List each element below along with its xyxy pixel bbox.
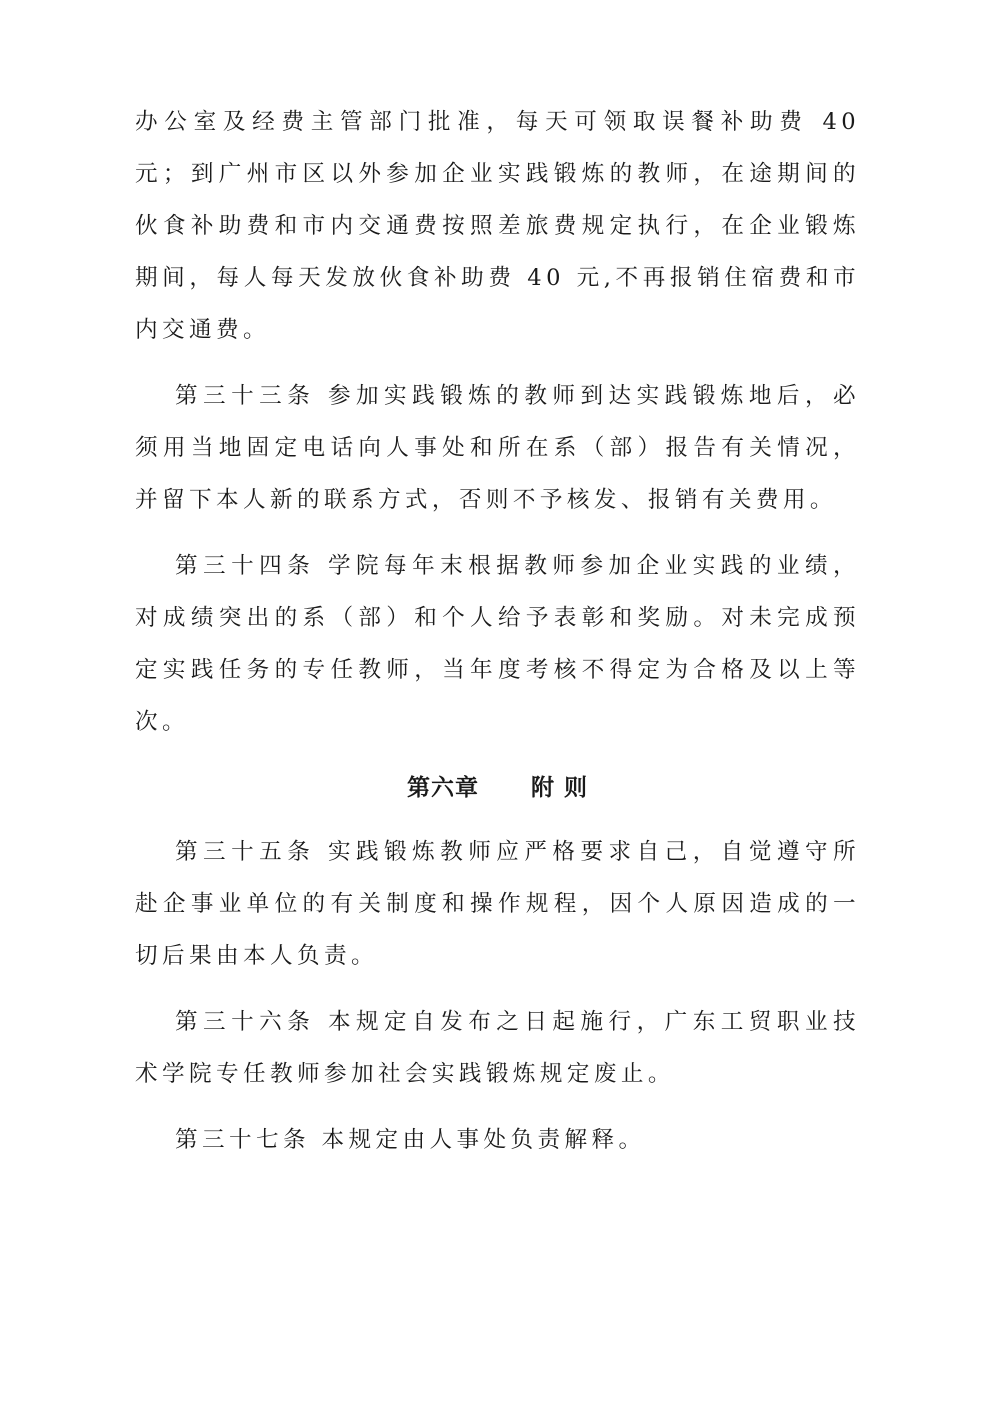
chapter-number: 第六章 (406, 775, 479, 801)
chapter-title: 附 则 (530, 775, 588, 801)
article-34: 第三十四条 学院每年末根据教师参加企业实践的业绩，对成绩突出的系（部）和个人给予表彰和奖励。对未完成预定实践任务的专任教师，当年度考核不得定为合格及以上等次。 (135, 553, 860, 735)
article-33: 第三十三条 参加实践锻炼的教师到达实践锻炼地后，必须用当地固定电话向人事处和所在系（部）报告有关情况，并留下本人新的联系方式，否则不予核发、报销有关费用。 (135, 383, 860, 513)
chapter-heading (135, 762, 860, 814)
document-body (135, 96, 860, 1180)
article-35: 第三十五条 实践锻炼教师应严格要求自己，自觉遵守所赴企事业单位的有关制度和操作规程，因个人原因造成的一切后果由本人负责。 (135, 839, 860, 969)
paragraph-continuation: 办公室及经费主管部门批准，每天可领取误餐补助费 40 元；到广州市区以外参加企业实践锻炼的教师，在途期间的伙食补助费和市内交通费按照差旅费规定执行，在企业锻炼期间，每人每天发放伙食补助费 40 元,不再报销住宿费和市内交通费。 (135, 109, 860, 343)
article-37: 第三十七条 本规定由人事处负责解释。 (175, 1127, 646, 1153)
article-36: 第三十六条 本规定自发布之日起施行，广东工贸职业技术学院专任教师参加社会实践锻炼规定废止。 (135, 1009, 860, 1087)
